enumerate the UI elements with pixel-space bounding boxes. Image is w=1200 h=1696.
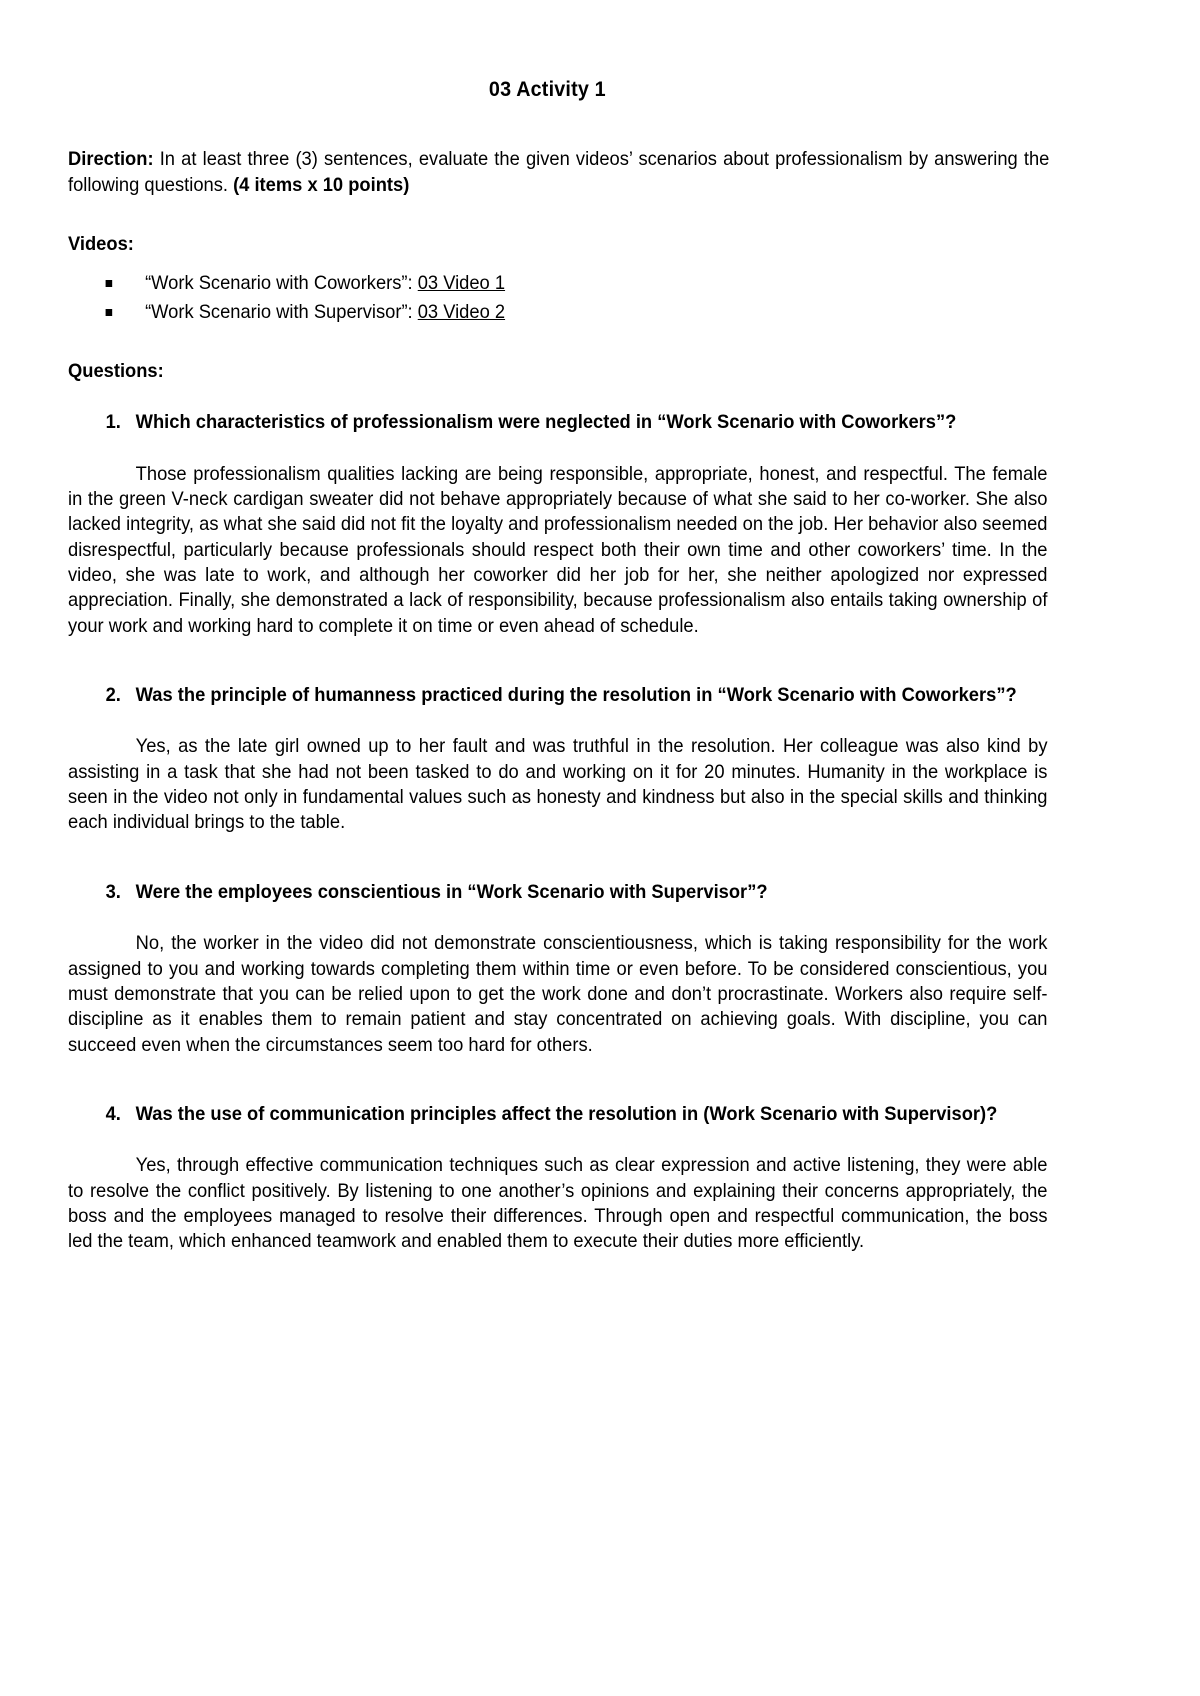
square-bullet-icon	[106, 280, 113, 287]
video-title: “Work Scenario with Supervisor”:	[145, 300, 418, 323]
questions-heading: Questions:	[68, 360, 164, 383]
direction-paragraph	[68, 147, 1049, 198]
videos-heading: Videos:	[68, 232, 134, 255]
list-item	[106, 271, 1050, 296]
answer-text-4: Yes, through effective communication techniques such as clear expression and active listening, they were able to resolve the conflict positively. By listening to one another’s opinions and explaining their concerns appropriately, the boss and the employees managed to resolve their differences. Through open and respectful communication, the boss led the team, which enhanced teamwork and enabled them to execute their duties more efficiently.	[68, 1154, 1048, 1253]
answer-text-3: No, the worker in the video did not demonstrate conscientiousness, which is taking responsibility for the work assigned to you and working towards completing them within time or even before. To be considered conscientious, you must demonstrate that you can be relied upon to get the work done and don’t procrastinate. Workers also require self-discipline as it enables them to remain patient and stay concentrated on achieving goals. With discipline, you can succeed even when the circumstances seem too hard for others.	[68, 932, 1048, 1056]
answer-text-1: Those professionalism qualities lacking are being responsible, appropriate, honest, and respectful. The female in the green V-neck cardigan sweater did not behave appropriately because of what she said to her co-worker. She also lacked integrity, as what she said did not fit the loyalty and professionalism needed on the job. Her behavior also seemed disrespectful, particularly because professionals should respect both their own time and other coworkers’ time. In the video, she was late to work, and although her coworker did her job for her, she neither apologized nor expressed appreciation. Finally, she demonstrated a lack of responsibility, because professionalism also entails taking ownership of your work and working hard to complete it on time or even ahead of schedule.	[68, 462, 1048, 637]
direction-text: In at least three (3) sentences, evaluate the given videos’ scenarios about professionalism by answering the following questions.	[68, 148, 1050, 196]
question-text: Were the employees conscientious in “Work Scenario with Supervisor”?	[135, 880, 768, 903]
video-link[interactable]: 03 Video 1	[417, 272, 506, 295]
video-title: “Work Scenario with Coworkers”:	[145, 272, 418, 295]
direction-label: Direction:	[68, 148, 154, 171]
page-title: 03 Activity 1	[488, 78, 606, 101]
question-text: Was the use of communication principles affect the resolution in (Work Scenario with Supervisor)?	[135, 1102, 998, 1125]
square-bullet-icon	[106, 309, 113, 316]
question-item-3	[68, 880, 1049, 905]
question-item-2	[68, 683, 1049, 708]
video-link[interactable]: 03 Video 2	[417, 300, 506, 323]
list-item	[106, 300, 1050, 325]
questions-list	[68, 410, 1049, 1254]
question-item-1	[68, 410, 1049, 435]
document-body	[68, 76, 1049, 1255]
question-text: Which characteristics of professionalism were neglected in “Work Scenario with Coworkers”?	[135, 411, 957, 434]
question-item-4	[68, 1102, 1049, 1127]
question-text: Was the principle of humanness practiced during the resolution in “Work Scenario with Coworkers”?	[135, 684, 1017, 707]
answer-text-2: Yes, as the late girl owned up to her fault and was truthful in the resolution. Her colleague was also kind by assisting in a task that she had not been tasked to do and working on it for 20 minutes. Humanity in the workplace is seen in the video not only in fundamental values such as honesty and kindness but also in the special skills and thinking each individual brings to the table.	[68, 735, 1048, 834]
direction-points: (4 items x 10 points)	[233, 173, 410, 196]
videos-list	[68, 271, 1049, 325]
